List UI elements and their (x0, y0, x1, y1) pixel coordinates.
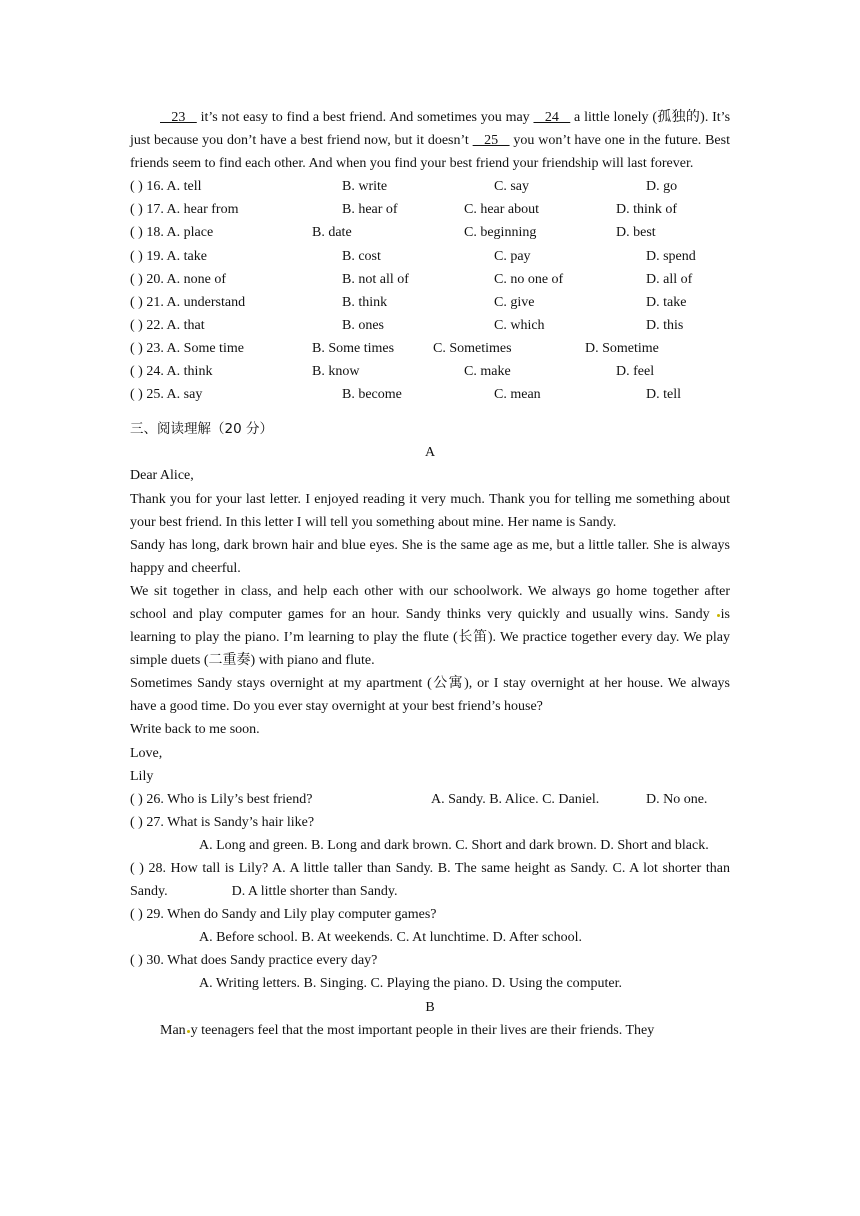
letter-paragraph-3: We sit together in class, and help each other with our schoolwork. We always go home together after school and play computer games for an hour. Sandy thinks very quickly and usually wins. Sandy is learning to play the piano. I’m learning to play the flute (长笛). We practice together every day. We play simple duets (二重奏) with piano and flute. (130, 583, 730, 669)
cloze-questions (130, 175, 730, 406)
mark-dot (717, 614, 720, 617)
section-title: 三、阅读理解（20 分） (130, 421, 273, 438)
question-30-options: A. Writing letters. B. Singing. C. Playing the piano. D. Using the computer. (199, 976, 623, 992)
question-25: ( ) 25. A. say B. become C. mean D. tell (130, 387, 681, 403)
blank-25: 25 (472, 133, 510, 149)
passage-a-title: A (424, 445, 436, 461)
question-24: ( ) 24. A. think B. know C. make D. feel (130, 364, 655, 380)
question-27-options: A. Long and green. B. Long and dark brown. C. Short and dark brown. D. Short and black. (199, 837, 709, 853)
question-18: ( ) 18. A. place B. date C. beginning D. best (130, 225, 656, 241)
letter-paragraph-2: Sandy has long, dark brown hair and blue eyes. She is the same age as me, but a little taller. She is always happy and cheerful. (130, 537, 730, 576)
question-20: ( ) 20. A. none of B. not all of C. no one of D. all of (130, 271, 693, 287)
question-17: ( ) 17. A. hear from B. hear of C. hear about D. think of (130, 202, 678, 218)
question-29: ( ) 29. When do Sandy and Lily play computer games? (130, 907, 437, 923)
question-23: ( ) 23. A. Some time B. Some times C. Sometimes D. Sometime (130, 340, 659, 356)
blank-23: 23 (160, 110, 197, 125)
question-29-options: A. Before school. B. At weekends. C. At lunchtime. D. After school. (199, 930, 582, 946)
cloze-passage-end: 23 it’s not easy to find a best friend. And sometimes you may 24 a little lonely (孤独的). It’s just because you don’t have a best friend now, but it doesn’t 25 you won’t have one in the future. Best friends seem to find each other. And when you find your best friend your friendship will last forever. (130, 110, 731, 172)
question-22: ( ) 22. A. that B. ones C. which D. this (130, 317, 684, 333)
letter-paragraph-5: Write back to me soon. (130, 722, 260, 738)
letter-greeting: Dear Alice, (130, 468, 194, 484)
question-21: ( ) 21. A. understand B. think C. give D. take (130, 294, 687, 310)
letter-paragraph-1: Thank you for your last letter. I enjoyed reading it very much. Thank you for telling me something about your best friend. In this letter I will tell you something about mine. Her name is Sandy. (130, 491, 730, 530)
blank-24: 24 (533, 110, 571, 125)
question-27: ( ) 27. What is Sandy’s hair like? (130, 814, 315, 830)
question-28: ( ) 28. How tall is Lily? A. A little taller than Sandy. B. The same height as Sandy. C. A lot shorter than Sandy. D. A little shorter than Sandy. (130, 861, 730, 900)
letter-paragraph-4: Sometimes Sandy stays overnight at my apartment (公寓), or I stay overnight at her house. We always have a good time. Do you ever stay overnight at your best friend’s house? (130, 676, 730, 715)
question-26: ( ) 26. Who is Lily’s best friend? A. Sandy. B. Alice. C. Daniel. D. No one. (130, 791, 708, 807)
exam-page (130, 106, 730, 1042)
question-30: ( ) 30. What does Sandy practice every day? (130, 953, 378, 969)
mark-dot (187, 1030, 190, 1033)
letter-signature: Lily (130, 768, 154, 784)
question-16: ( ) 16. A. tell B. write C. say D. go (130, 179, 678, 195)
passage-b-text: Man y teenagers feel that the most important people in their lives are their friends. They (160, 1022, 655, 1038)
letter-closing: Love, (130, 745, 163, 761)
question-19: ( ) 19. A. take B. cost C. pay D. spend (130, 248, 696, 264)
passage-b-title: B (425, 999, 435, 1015)
